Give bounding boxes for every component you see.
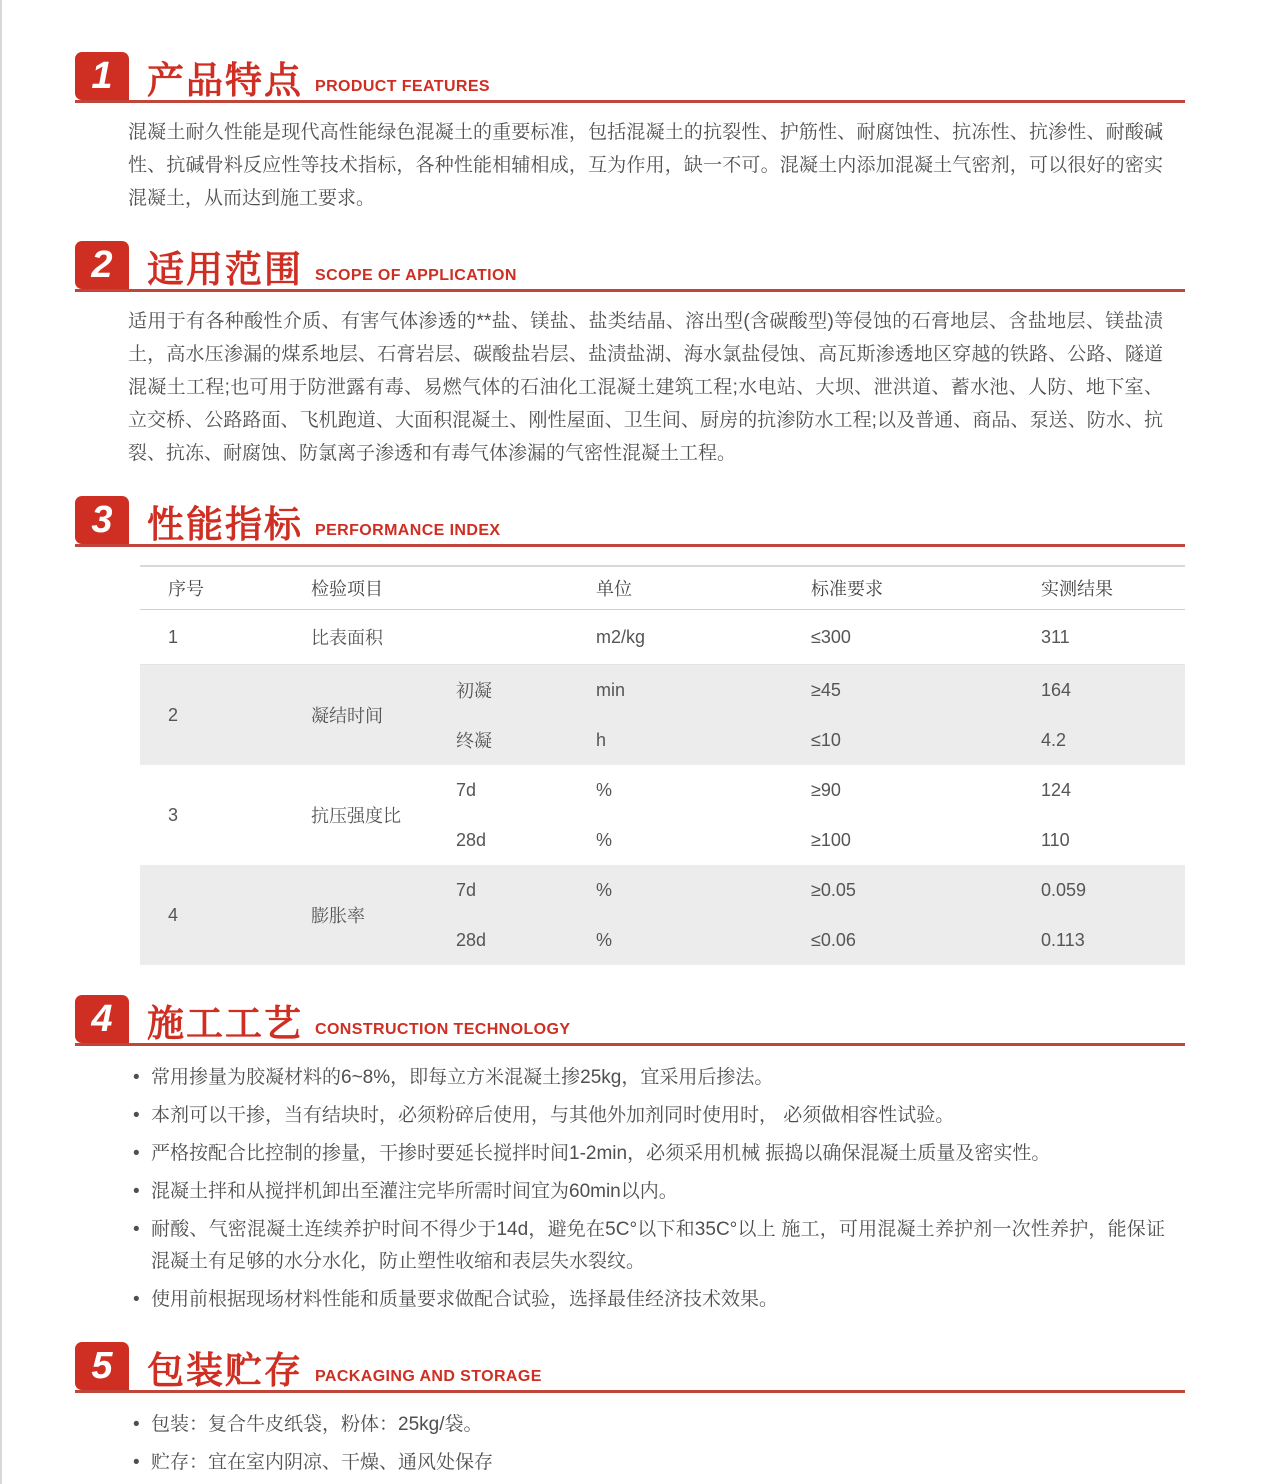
performance-table (140, 565, 1185, 965)
page-edge-line (0, 0, 2, 1484)
cell-unit: m2/kg (595, 610, 810, 665)
table-row (140, 765, 1185, 815)
cell-unit: % (596, 779, 613, 800)
cell-standard: ≥100 (811, 829, 851, 850)
packaging-bullet-list (133, 1409, 1165, 1479)
section-4-title-zh: 施工工艺 (147, 1003, 303, 1044)
section-1-header (75, 52, 1185, 103)
cell-sub: 初凝 (455, 665, 595, 716)
section-4-number-badge: 4 (75, 995, 129, 1043)
bullet-item: • 使用前根据现场材料性能和质量要求做配合试验，选择最佳经济技术效果。 (133, 1284, 1165, 1316)
table-row (140, 610, 1185, 665)
cell-unit: % (595, 865, 810, 915)
section-5-title-zh: 包装贮存 (147, 1350, 303, 1391)
cell-item: 比表面积 (310, 610, 455, 665)
cell-standard: ≤0.06 (810, 915, 1040, 965)
cell-result: 0.059 (1040, 865, 1185, 915)
bullet-item: • 本剂可以干掺，当有结块时，必须粉碎后使用，与其他外加剂同时使用时， 必须做相容性试验。 (133, 1100, 1165, 1132)
product-features-paragraph: 混凝土耐久性能是现代高性能绿色混凝土的重要标准，包括混凝土的抗裂性、护筋性、耐腐蚀性、抗冻性、抗渗性、耐酸碱性、抗碱骨料反应性等技术指标，各种性能相辅相成，互为作用，缺一不可。混凝土内添加混凝土气密剂，可以很好的密实混凝土，从而达到施工要求。 (128, 122, 1163, 209)
bullet-item: • 贮存：宜在室内阴凉、干燥、通风处保存 (133, 1447, 1165, 1479)
cell-standard: ≥45 (810, 665, 1040, 716)
section-5-title-en: PACKAGING AND STORAGE (315, 1368, 542, 1385)
bullet-item: • 混凝土拌和从搅拌机卸出至灌注完毕所需时间宜为60min以内。 (133, 1176, 1165, 1208)
cell-result: 124 (1041, 779, 1072, 800)
section-construction-technology (75, 995, 1185, 1316)
section-3-number-badge: 3 (75, 496, 129, 544)
cell-item: 膨胀率 (310, 865, 455, 965)
cell-sub: 28d (456, 829, 487, 850)
cell-result: 164 (1040, 665, 1185, 716)
table-row (140, 865, 1185, 915)
cell-unit: h (595, 715, 810, 765)
section-2-title-zh: 适用范围 (147, 249, 303, 290)
cell-item: 抗压强度比 (311, 806, 401, 826)
section-3-title-zh: 性能指标 (147, 504, 303, 545)
cell-no: 1 (140, 610, 310, 665)
cell-unit: min (595, 665, 810, 716)
cell-result: 0.113 (1040, 915, 1185, 965)
header-unit: 单位 (596, 579, 632, 599)
cell-sub: 7d (455, 865, 595, 915)
cell-no: 2 (140, 665, 310, 766)
cell-item: 凝结时间 (310, 665, 455, 766)
section-scope-of-application (75, 241, 1185, 470)
header-sub (455, 566, 595, 610)
cell-standard: ≥90 (811, 779, 841, 800)
table-header-row (140, 566, 1185, 610)
cell-result: 4.2 (1040, 715, 1185, 765)
section-1-title-en: PRODUCT FEATURES (315, 78, 490, 95)
section-3-title-en: PERFORMANCE INDEX (315, 522, 501, 539)
cell-sub (455, 610, 595, 665)
header-item: 检验项目 (311, 579, 383, 599)
cell-unit: % (595, 915, 810, 965)
cell-standard: ≥0.05 (810, 865, 1040, 915)
cell-sub: 28d (455, 915, 595, 965)
section-4-title-en: CONSTRUCTION TECHNOLOGY (315, 1021, 571, 1038)
section-4-header (75, 995, 1185, 1046)
cell-standard: ≤300 (810, 610, 1040, 665)
bullet-item: • 常用掺量为胶凝材料的6~8%，即每立方米混凝土掺25kg，宜采用后掺法。 (133, 1062, 1165, 1094)
section-2-number-badge: 2 (75, 241, 129, 289)
header-standard: 标准要求 (811, 579, 883, 599)
section-5-header (75, 1342, 1185, 1393)
scope-paragraph: 适用于有各种酸性介质、有害气体渗透的**盐、镁盐、盐类结晶、溶出型(含碳酸型)等侵蚀的石膏地层、含盐地层、镁盐渍土，高水压渗漏的煤系地层、石膏岩层、碳酸盐岩层、盐渍盐湖、海水氯盐侵蚀、高瓦斯渗透地区穿越的铁路、公路、隧道混凝土工程;也可用于防泄露有毒、易燃气体的石油化工混凝土建筑工程;水电站、大坝、泄洪道、蓄水池、人防、地下室、立交桥、公路路面、飞机跑道、大面积混凝土、刚性屋面、卫生间、厨房的抗渗防水工程;以及普通、商品、泵送、防水、抗裂、抗冻、耐腐蚀、防氯离子渗透和有毒气体渗漏的气密性混凝土工程。 (128, 311, 1163, 464)
bullet-item: • 包装：复合牛皮纸袋，粉体：25kg/袋。 (133, 1409, 1165, 1441)
cell-no: 4 (140, 865, 310, 965)
section-1-number-badge: 1 (75, 52, 129, 100)
cell-no: 3 (168, 804, 179, 825)
section-performance-index (75, 496, 1185, 965)
section-product-features (75, 52, 1185, 215)
section-2-title-en: SCOPE OF APPLICATION (315, 267, 517, 284)
table-row (140, 665, 1185, 716)
cell-sub: 7d (456, 779, 477, 800)
section-5-number-badge: 5 (75, 1342, 129, 1390)
section-1-title-zh: 产品特点 (147, 60, 303, 101)
header-no: 序号 (168, 579, 204, 599)
cell-sub: 终凝 (455, 715, 595, 765)
header-result: 实测结果 (1041, 579, 1113, 599)
cell-standard: ≤10 (810, 715, 1040, 765)
section-packaging-storage (75, 1342, 1185, 1479)
construction-bullet-list (133, 1062, 1165, 1316)
cell-unit: % (596, 829, 613, 850)
cell-result: 311 (1040, 610, 1185, 665)
section-2-header (75, 241, 1185, 292)
bullet-item: • 严格按配合比控制的掺量，干掺时要延长搅拌时间1-2min，必须采用机械 振捣以确保混凝土质量及密实性。 (133, 1138, 1165, 1170)
bullet-item: • 耐酸、气密混凝土连续养护时间不得少于14d，避免在5C°以下和35C°以上 施工，可用混凝土养护剂一次性养护，能保证混凝土有足够的水分水化，防止塑性收缩和表层失水裂纹。 (133, 1214, 1165, 1278)
cell-result: 110 (1041, 829, 1070, 850)
section-3-header (75, 496, 1185, 547)
